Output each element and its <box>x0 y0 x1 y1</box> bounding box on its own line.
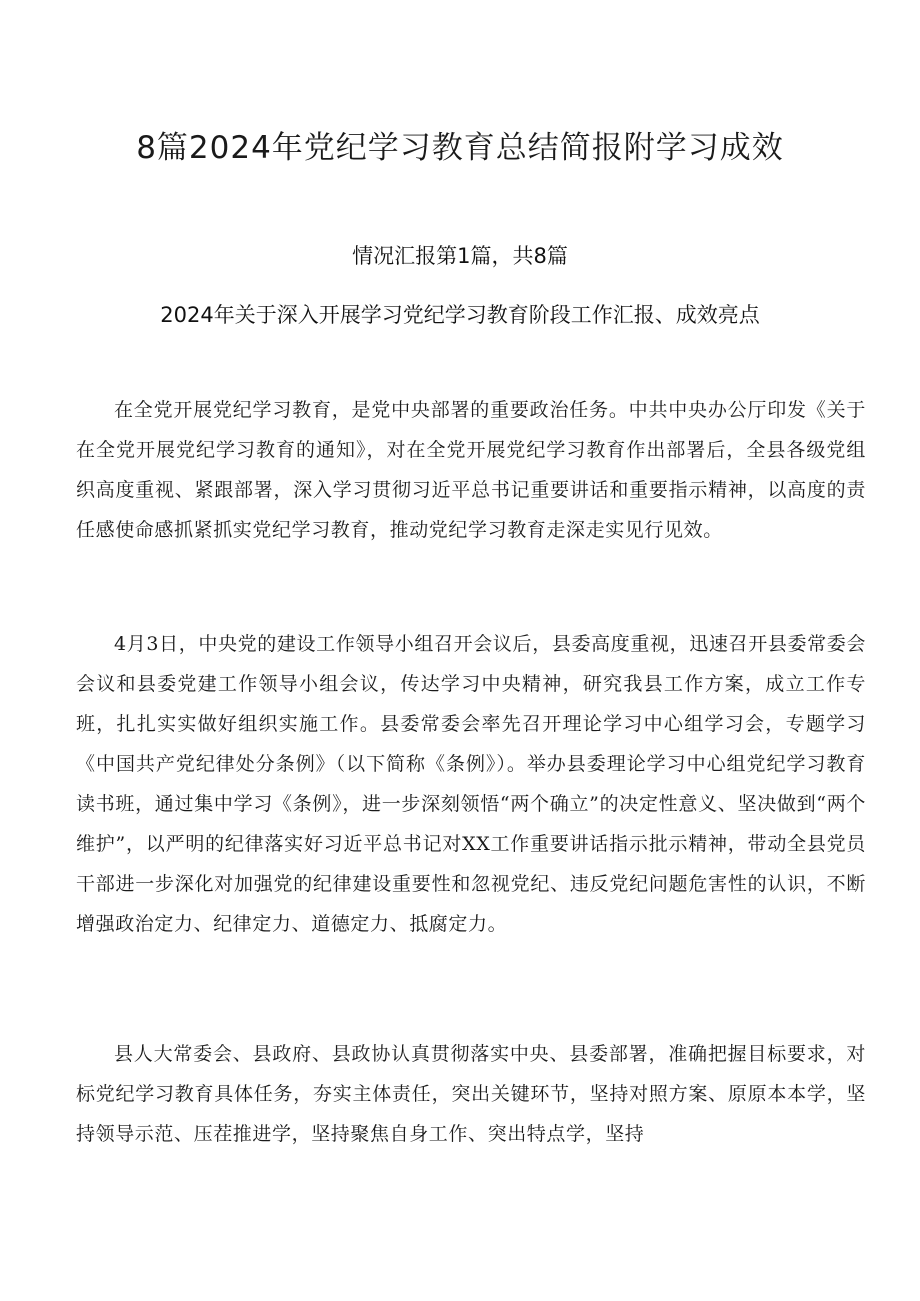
body-paragraph-2: 4月3日，中央党的建设工作领导小组召开会议后，县委高度重视，迅速召开县委常委会会议和县委党建工作领导小组会议，传达学习中央精神，研究我县工作方案，成立工作专班，扎扎实实做好组织实施工作。县委常委会率先召开理论学习中心组学习会，专题学习《中国共产党纪律处分条例》（以下简称《条例》）。举办县委理论学习中心组党纪学习教育读书班，通过集中学习《条例》，进一步深刻领悟“两个确立”的决定性意义、坚决做到“两个维护”，以严明的纪律落实好习近平总书记对XX工作重要讲话指示批示精神，带动全县党员干部进一步深化对加强党的纪律建设重要性和忽视党纪、违反党纪问题危害性的认识，不断增强政治定力、纪律定力、道德定力、抵腐定力。 <box>76 633 866 935</box>
section-label: 情况汇报第1篇，共8篇 <box>352 244 568 268</box>
article-title: 2024年关于深入开展学习党纪学习教育阶段工作汇报、成效亮点 <box>160 303 760 327</box>
body-paragraph-3: 县人大常委会、县政府、县政协认真贯彻落实中央、县委部署，准确把握目标要求，对标党纪学习教育具体任务，夯实主体责任，突出关键环节，坚持对照方案、原原本本学，坚持领导示范、压茬推进学，坚持聚焦自身工作、突出特点学，坚持 <box>76 1043 866 1145</box>
body-paragraph-1: 在全党开展党纪学习教育，是党中央部署的重要政治任务。中共中央办公厅印发《关于在全党开展党纪学习教育的通知》，对在全党开展党纪学习教育作出部署后，全县各级党组织高度重视、紧跟部署，深入学习贯彻习近平总书记重要讲话和重要指示精神，以高度的责任感使命感抓紧抓实党纪学习教育，推动党纪学习教育走深走实见行见效。 <box>76 399 866 541</box>
document-title: 8篇2024年党纪学习教育总结简报附学习成效 <box>136 130 784 166</box>
